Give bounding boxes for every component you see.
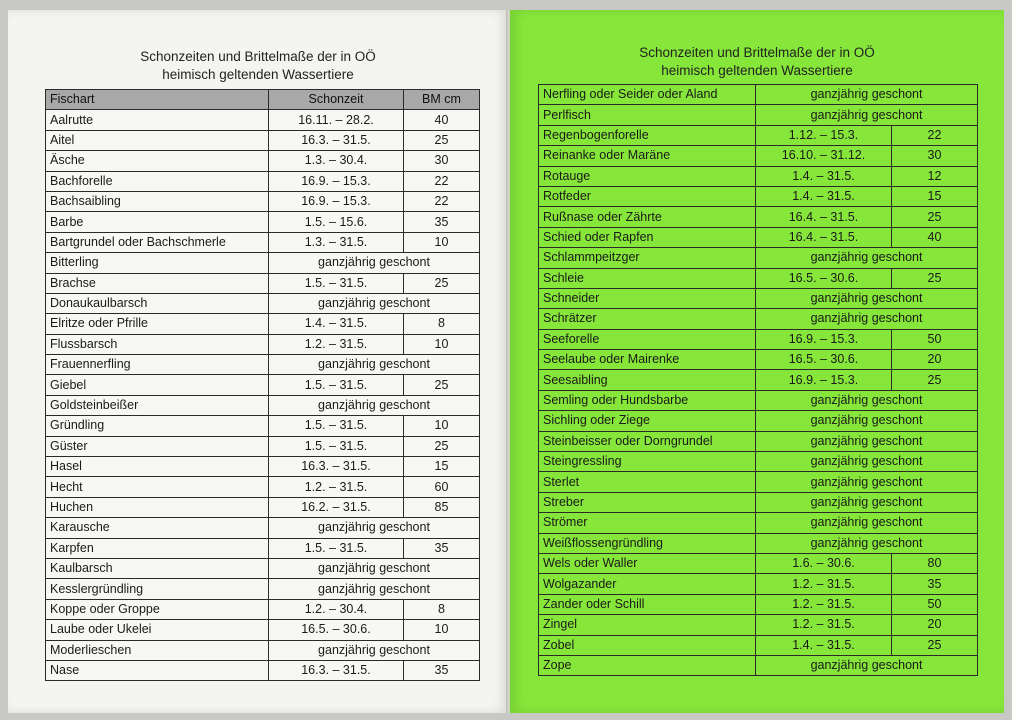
table-row [46,660,480,680]
table-row [46,416,480,436]
table-row [46,579,480,599]
table-row [46,151,480,171]
bm-value: 35 [404,212,480,232]
table-row [539,594,978,614]
schonzeit-value: ganzjährig geschont [756,492,978,512]
bm-value: 35 [404,538,480,558]
fish-name: Seelaube oder Mairenke [539,350,756,370]
bm-value: 40 [404,110,480,130]
schonzeit-value: 1.5. – 31.5. [269,416,404,436]
fish-name: Donaukaulbarsch [46,293,269,313]
schonzeit-value: ganzjährig geschont [756,411,978,431]
bm-value: 10 [404,334,480,354]
table-row [46,212,480,232]
fish-name: Zope [539,655,756,675]
right-table-body [539,85,978,676]
schonzeit-value: ganzjährig geschont [756,288,978,308]
schonzeit-value: ganzjährig geschont [756,390,978,410]
fish-name: Brachse [46,273,269,293]
table-row [539,615,978,635]
schonzeit-value: ganzjährig geschont [269,558,480,578]
fish-name: Hecht [46,477,269,497]
fish-name: Giebel [46,375,269,395]
left-page-title [8,48,508,84]
table-row [539,207,978,227]
table-row [539,411,978,431]
fish-name: Rotfeder [539,186,756,206]
fish-name: Schied oder Rapfen [539,227,756,247]
bm-value: 35 [404,660,480,680]
table-row [539,635,978,655]
bm-value: 10 [404,620,480,640]
schonzeit-value: ganzjährig geschont [269,640,480,660]
left-page [8,10,508,713]
header-fischart: Fischart [46,90,269,110]
table-row [46,538,480,558]
bm-value: 30 [404,151,480,171]
table-row [46,599,480,619]
schonzeit-value: 1.5. – 31.5. [269,436,404,456]
table-row [46,253,480,273]
schonzeit-value: 1.2. – 30.4. [269,599,404,619]
table-row [539,574,978,594]
schonzeit-value: ganzjährig geschont [756,655,978,675]
fish-name: Schlammpeitzger [539,248,756,268]
schonzeit-value: ganzjährig geschont [269,293,480,313]
bm-value: 15 [892,186,978,206]
fish-name: Huchen [46,497,269,517]
table-row [46,334,480,354]
fish-name: Semling oder Hundsbarbe [539,390,756,410]
schonzeit-value: 16.3. – 31.5. [269,457,404,477]
bm-value: 10 [404,416,480,436]
fish-name: Perlfisch [539,105,756,125]
schonzeit-value: 16.9. – 15.3. [756,329,892,349]
fish-name: Weißflossengründling [539,533,756,553]
bm-value: 30 [892,146,978,166]
table-row [539,513,978,533]
schonzeit-value: 16.5. – 30.6. [269,620,404,640]
right-page [510,10,1004,713]
table-row [46,355,480,375]
schonzeit-value: 1.5. – 31.5. [269,538,404,558]
bm-value: 40 [892,227,978,247]
schonzeit-value: 1.4. – 31.5. [756,186,892,206]
fish-name: Zingel [539,615,756,635]
schonzeit-value: ganzjährig geschont [269,253,480,273]
fish-name: Schleie [539,268,756,288]
table-row [539,85,978,105]
schonzeit-value: 1.4. – 31.5. [756,635,892,655]
fish-name: Karpfen [46,538,269,558]
schonzeit-value: 16.4. – 31.5. [756,207,892,227]
table-row [46,130,480,150]
table-row [539,350,978,370]
bm-value: 60 [404,477,480,497]
schonzeit-value: 1.12. – 15.3. [756,125,892,145]
table-row [539,227,978,247]
fish-name: Seeforelle [539,329,756,349]
bm-value: 8 [404,599,480,619]
table-row [46,477,480,497]
table-row [46,395,480,415]
schonzeit-value: 16.11. – 28.2. [269,110,404,130]
fish-name: Sichling oder Ziege [539,411,756,431]
bm-value: 22 [404,171,480,191]
schonzeit-value: ganzjährig geschont [269,355,480,375]
fish-name: Karausche [46,518,269,538]
fish-name: Barbe [46,212,269,232]
table-row [46,314,480,334]
bm-value: 20 [892,615,978,635]
schonzeit-value: 16.5. – 30.6. [756,268,892,288]
fish-name: Nase [46,660,269,680]
bm-value: 22 [892,125,978,145]
schonzeit-value: 1.6. – 30.6. [756,553,892,573]
fish-name: Hasel [46,457,269,477]
schonzeit-value: 16.9. – 15.3. [756,370,892,390]
schonzeit-value: 1.3. – 31.5. [269,232,404,252]
table-row [46,273,480,293]
left-fish-table [45,89,480,681]
fish-name: Sterlet [539,472,756,492]
title-line-2: heimisch geltenden Wassertiere [162,67,354,82]
table-row [46,620,480,640]
fish-name: Bartgrundel oder Bachschmerle [46,232,269,252]
table-row [539,309,978,329]
bm-value: 80 [892,553,978,573]
fish-name: Koppe oder Groppe [46,599,269,619]
bm-value: 22 [404,191,480,211]
schonzeit-value: 1.2. – 31.5. [269,477,404,497]
fish-name: Bachsaibling [46,191,269,211]
table-row [539,655,978,675]
table-row [46,375,480,395]
schonzeit-value: ganzjährig geschont [756,248,978,268]
table-row [539,370,978,390]
fish-name: Schneider [539,288,756,308]
schonzeit-value: ganzjährig geschont [756,452,978,472]
bm-value: 25 [404,375,480,395]
table-row [539,125,978,145]
table-row [539,390,978,410]
schonzeit-value: ganzjährig geschont [756,431,978,451]
table-row [46,457,480,477]
table-row [539,146,978,166]
schonzeit-value: 1.2. – 31.5. [756,574,892,594]
table-row [46,558,480,578]
schonzeit-value: ganzjährig geschont [269,579,480,599]
schonzeit-value: 16.3. – 31.5. [269,660,404,680]
fish-name: Bachforelle [46,171,269,191]
schonzeit-value: 16.4. – 31.5. [756,227,892,247]
table-row [46,436,480,456]
fish-name: Reinanke oder Maräne [539,146,756,166]
fish-name: Strömer [539,513,756,533]
bm-value: 25 [892,370,978,390]
left-table-body [46,110,480,681]
schonzeit-value: 16.3. – 31.5. [269,130,404,150]
header-schonzeit: Schonzeit [269,90,404,110]
bm-value: 12 [892,166,978,186]
schonzeit-value: 1.4. – 31.5. [756,166,892,186]
table-row [539,186,978,206]
table-row [539,553,978,573]
table-row [46,497,480,517]
table-row [46,518,480,538]
table-row [46,293,480,313]
schonzeit-value: 16.5. – 30.6. [756,350,892,370]
table-row [46,640,480,660]
title-line-2: heimisch geltenden Wassertiere [661,63,853,78]
schonzeit-value: 16.9. – 15.3. [269,191,404,211]
schonzeit-value: ganzjährig geschont [756,472,978,492]
schonzeit-value: 16.2. – 31.5. [269,497,404,517]
schonzeit-value: 1.4. – 31.5. [269,314,404,334]
bm-value: 35 [892,574,978,594]
schonzeit-value: ganzjährig geschont [269,518,480,538]
schonzeit-value: 1.5. – 31.5. [269,375,404,395]
fish-name: Rußnase oder Zährte [539,207,756,227]
fish-name: Nerfling oder Seider oder Aland [539,85,756,105]
fish-name: Bitterling [46,253,269,273]
table-row [539,472,978,492]
bm-value: 25 [892,635,978,655]
schonzeit-value: 1.3. – 30.4. [269,151,404,171]
table-row [539,268,978,288]
table-row [46,191,480,211]
schonzeit-value: 1.5. – 15.6. [269,212,404,232]
table-row [539,329,978,349]
fish-name: Aalrutte [46,110,269,130]
table-row [539,452,978,472]
schonzeit-value: 1.2. – 31.5. [756,615,892,635]
schonzeit-value: ganzjährig geschont [756,85,978,105]
title-line-1: Schonzeiten und Brittelmaße der in OÖ [639,45,875,60]
fish-name: Schrätzer [539,309,756,329]
fish-name: Seesaibling [539,370,756,390]
bm-value: 25 [404,273,480,293]
fish-name: Steingressling [539,452,756,472]
bm-value: 25 [892,207,978,227]
fish-name: Elritze oder Pfrille [46,314,269,334]
schonzeit-value: ganzjährig geschont [269,395,480,415]
schonzeit-value: 1.2. – 31.5. [756,594,892,614]
fish-name: Laube oder Ukelei [46,620,269,640]
table-row [539,105,978,125]
fish-name: Regenbogenforelle [539,125,756,145]
schonzeit-value: ganzjährig geschont [756,513,978,533]
table-row [46,232,480,252]
bm-value: 8 [404,314,480,334]
right-fish-table [538,84,978,676]
fish-name: Güster [46,436,269,456]
schonzeit-value: ganzjährig geschont [756,309,978,329]
table-row [539,248,978,268]
fish-name: Zander oder Schill [539,594,756,614]
fish-name: Flussbarsch [46,334,269,354]
bm-value: 25 [892,268,978,288]
table-row [46,110,480,130]
fish-name: Äsche [46,151,269,171]
bm-value: 50 [892,594,978,614]
title-line-1: Schonzeiten und Brittelmaße der in OÖ [140,49,376,64]
fish-name: Moderlieschen [46,640,269,660]
header-bm: BM cm [404,90,480,110]
schonzeit-value: 1.5. – 31.5. [269,273,404,293]
bm-value: 50 [892,329,978,349]
fish-name: Kesslergründling [46,579,269,599]
schonzeit-value: 16.10. – 31.12. [756,146,892,166]
right-page-title [510,44,1004,80]
fish-name: Rotauge [539,166,756,186]
fish-name: Wolgazander [539,574,756,594]
table-row [539,533,978,553]
table-row [539,288,978,308]
schonzeit-value: ganzjährig geschont [756,533,978,553]
fish-name: Zobel [539,635,756,655]
bm-value: 20 [892,350,978,370]
bm-value: 25 [404,130,480,150]
bm-value: 15 [404,457,480,477]
fish-name: Frauennerfling [46,355,269,375]
schonzeit-value: 16.9. – 15.3. [269,171,404,191]
fish-name: Goldsteinbeißer [46,395,269,415]
fish-name: Streber [539,492,756,512]
fish-name: Aitel [46,130,269,150]
fish-name: Wels oder Waller [539,553,756,573]
fish-name: Kaulbarsch [46,558,269,578]
table-row [539,492,978,512]
schonzeit-value: 1.2. – 31.5. [269,334,404,354]
bm-value: 25 [404,436,480,456]
bm-value: 85 [404,497,480,517]
fish-name: Gründling [46,416,269,436]
table-row [539,431,978,451]
table-header-row [46,90,480,110]
schonzeit-value: ganzjährig geschont [756,105,978,125]
table-row [539,166,978,186]
table-row [46,171,480,191]
fish-name: Steinbeisser oder Dorngrundel [539,431,756,451]
bm-value: 10 [404,232,480,252]
